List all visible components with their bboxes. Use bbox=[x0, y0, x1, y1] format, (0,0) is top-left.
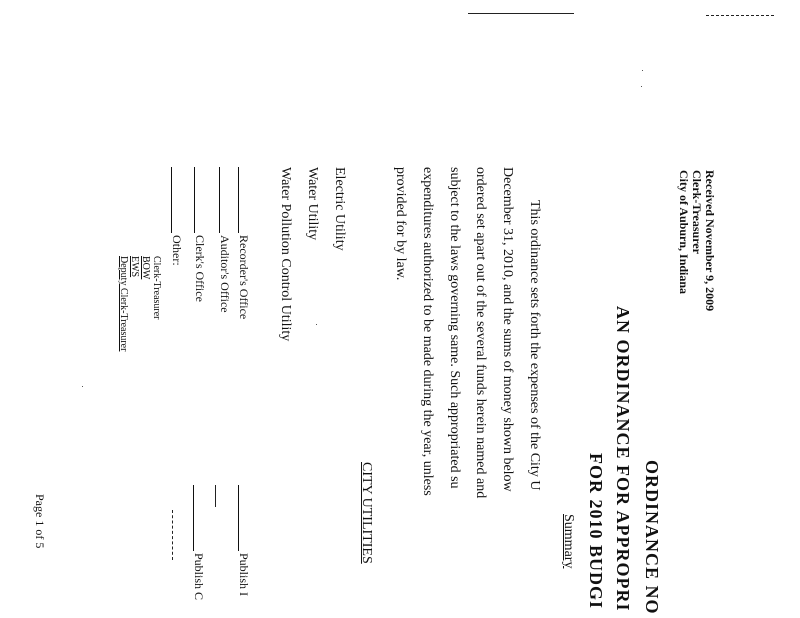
publish-lower-rule bbox=[172, 510, 173, 560]
summary-heading: Summary bbox=[561, 514, 576, 569]
publish-entry-1 bbox=[238, 485, 250, 596]
summary-line-3: ordered set apart out of the several funds herein named and bbox=[473, 167, 488, 499]
clerks-office-entry bbox=[194, 167, 206, 302]
recorders-office-blank bbox=[238, 167, 239, 233]
publish-2-blank bbox=[193, 485, 194, 551]
speck-1 bbox=[642, 70, 643, 71]
publish-2-label: Publish C bbox=[192, 553, 206, 601]
publish-entry-2 bbox=[193, 485, 205, 600]
clerks-office-label: Clerk's Office bbox=[193, 235, 207, 302]
recorders-office-label: Recorder's Office bbox=[237, 235, 251, 320]
utility-water-pollution: Water Pollution Control Utility bbox=[278, 167, 293, 342]
summary-line-6: provided for by law. bbox=[393, 167, 408, 281]
utility-water: Water Utility bbox=[305, 167, 320, 241]
other-deputy-clerk: Deputy Clerk-Treasurer bbox=[118, 256, 129, 352]
auditors-office-entry bbox=[219, 167, 231, 313]
page-number: Page 1 of 5 bbox=[33, 494, 47, 549]
other-label: Other: bbox=[170, 235, 184, 266]
summary-line-5: expenditures authorized to be made during the year, unless bbox=[420, 167, 435, 496]
other-ews: EWS bbox=[129, 256, 140, 278]
publish-mid-rule bbox=[215, 485, 216, 507]
auditors-office-blank bbox=[219, 167, 220, 233]
other-entry bbox=[171, 167, 183, 266]
other-blank bbox=[171, 167, 172, 233]
recorders-office-entry bbox=[238, 167, 250, 319]
ordinance-subtitle: AN ORDINANCE FOR APPROPRI bbox=[613, 306, 633, 612]
utility-electric: Electric Utility bbox=[332, 167, 347, 251]
summary-line-2: December 31, 2010, and the sums of money shown below bbox=[500, 167, 515, 492]
summary-line-4: subject to the laws governing same. Such appropriated su bbox=[447, 167, 462, 489]
speck-2 bbox=[641, 86, 642, 87]
budget-year-line: FOR 2010 BUDGI bbox=[586, 453, 606, 610]
ordinance-title: ORDINANCE NO bbox=[642, 460, 662, 615]
publish-1-blank bbox=[238, 485, 239, 551]
other-bow: BOW bbox=[140, 256, 151, 280]
speck-4 bbox=[316, 324, 317, 325]
top-rule-left bbox=[468, 13, 574, 14]
city-utilities-heading: CITY UTILITIES bbox=[359, 462, 374, 564]
other-clerk-treasurer: Clerk-Treasurer bbox=[151, 256, 162, 320]
top-rule-right bbox=[706, 15, 774, 16]
received-date: Received November 9, 2009 bbox=[703, 170, 717, 312]
summary-line-1: This ordinance sets forth the expenses of the City U bbox=[527, 200, 542, 491]
received-clerk: Clerk-Treasurer bbox=[690, 170, 704, 254]
publish-1-label: Publish I bbox=[237, 553, 251, 597]
auditors-office-label: Auditor's Office bbox=[218, 235, 232, 313]
clerks-office-blank bbox=[194, 167, 195, 233]
speck-3 bbox=[82, 386, 83, 387]
received-city: City of Auburn, Indiana bbox=[677, 170, 691, 295]
